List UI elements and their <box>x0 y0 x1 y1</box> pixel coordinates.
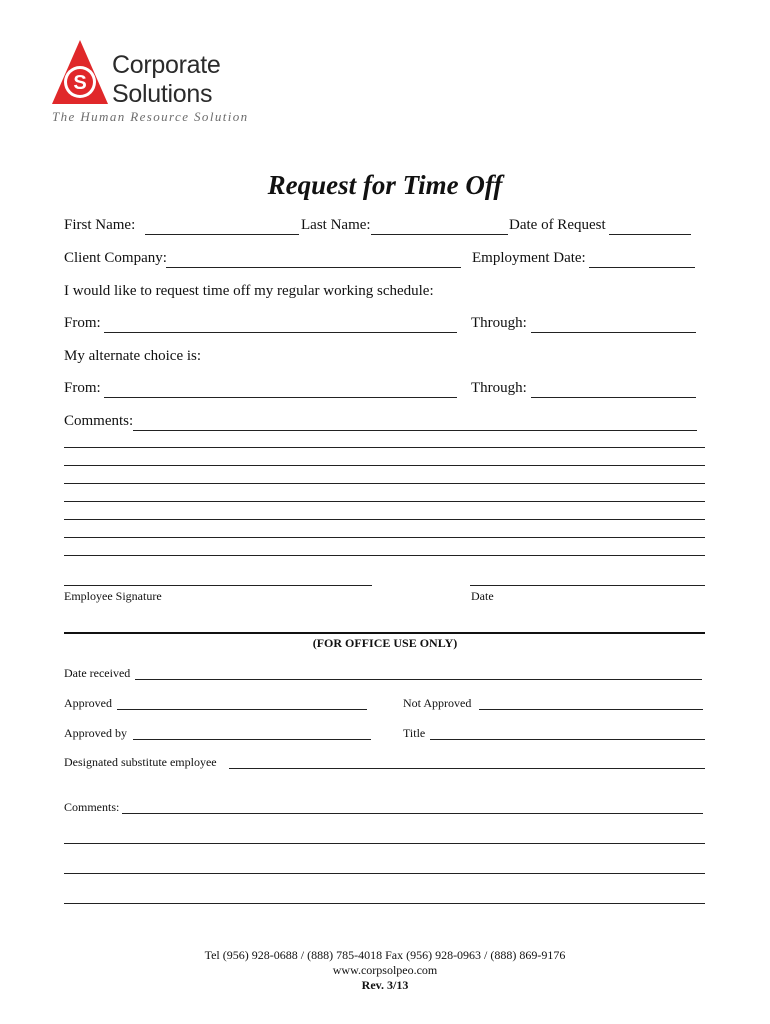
client-company-label: Client Company: <box>64 250 167 266</box>
comments-label: Comments: <box>64 413 134 429</box>
through-label-primary: Through: <box>471 315 527 331</box>
logo-initials: S <box>73 72 87 94</box>
not-approved-label: Not Approved <box>403 696 472 710</box>
logo-triangle-icon <box>50 38 110 106</box>
date-received-field[interactable] <box>135 659 702 680</box>
logo-tagline: The Human Resource Solution <box>52 109 249 124</box>
approved-by-label: Approved by <box>64 726 127 740</box>
employee-signature-field[interactable] <box>64 565 372 586</box>
office-use-heading: (FOR OFFICE USE ONLY) <box>312 636 458 650</box>
logo-word-solutions: Solutions <box>112 80 213 108</box>
first-name-field[interactable] <box>145 214 299 235</box>
last-name-label: Last Name: <box>301 217 371 233</box>
footer-website[interactable]: www.corpsolpeo.com <box>332 963 438 977</box>
form-title: Request for Time Off <box>267 170 503 200</box>
footer-contact: Tel (956) 928-0688 / (888) 785-4018 Fax (956) 928-0963 / (888) 869-9176 <box>204 948 566 962</box>
office-comments-line[interactable] <box>64 853 705 874</box>
date-of-request-label: Date of Request <box>509 217 606 233</box>
request-sentence: I would like to request time off my regular working schedule: <box>64 283 434 299</box>
date-received-label: Date received <box>64 666 131 680</box>
approved-by-field[interactable] <box>133 719 371 740</box>
title-label: Title <box>403 726 426 740</box>
office-comments-field[interactable] <box>122 793 703 814</box>
signature-date-field[interactable] <box>470 565 705 586</box>
office-comments-line[interactable] <box>64 823 705 844</box>
office-comments-label: Comments: <box>64 800 120 814</box>
employment-date-field[interactable] <box>589 247 695 268</box>
comments-line[interactable] <box>64 535 705 556</box>
not-approved-field[interactable] <box>479 689 703 710</box>
from-label-primary: From: <box>64 315 101 331</box>
through-field-primary[interactable] <box>531 312 696 333</box>
alternate-choice-label: My alternate choice is: <box>64 348 202 364</box>
from-field-alternate[interactable] <box>104 377 457 398</box>
employment-date-label: Employment Date: <box>472 250 586 266</box>
footer-revision: Rev. 3/13 <box>361 978 409 992</box>
designated-substitute-field[interactable] <box>229 748 705 769</box>
logo-word-corporate: Corporate <box>112 51 221 79</box>
first-name-label: First Name: <box>64 217 136 233</box>
signature-date-label: Date <box>471 589 494 603</box>
from-label-alternate: From: <box>64 380 101 396</box>
employee-signature-label: Employee Signature <box>64 589 162 603</box>
designated-substitute-label: Designated substitute employee <box>64 755 217 769</box>
office-comments-line[interactable] <box>64 883 705 904</box>
office-section-divider <box>64 632 705 634</box>
date-of-request-field[interactable] <box>609 214 691 235</box>
approved-field[interactable] <box>117 689 367 710</box>
from-field-primary[interactable] <box>104 312 457 333</box>
last-name-field[interactable] <box>371 214 508 235</box>
client-company-field[interactable] <box>166 247 461 268</box>
through-field-alternate[interactable] <box>531 377 696 398</box>
through-label-alternate: Through: <box>471 380 527 396</box>
title-field[interactable] <box>430 719 705 740</box>
approved-label: Approved <box>64 696 112 710</box>
